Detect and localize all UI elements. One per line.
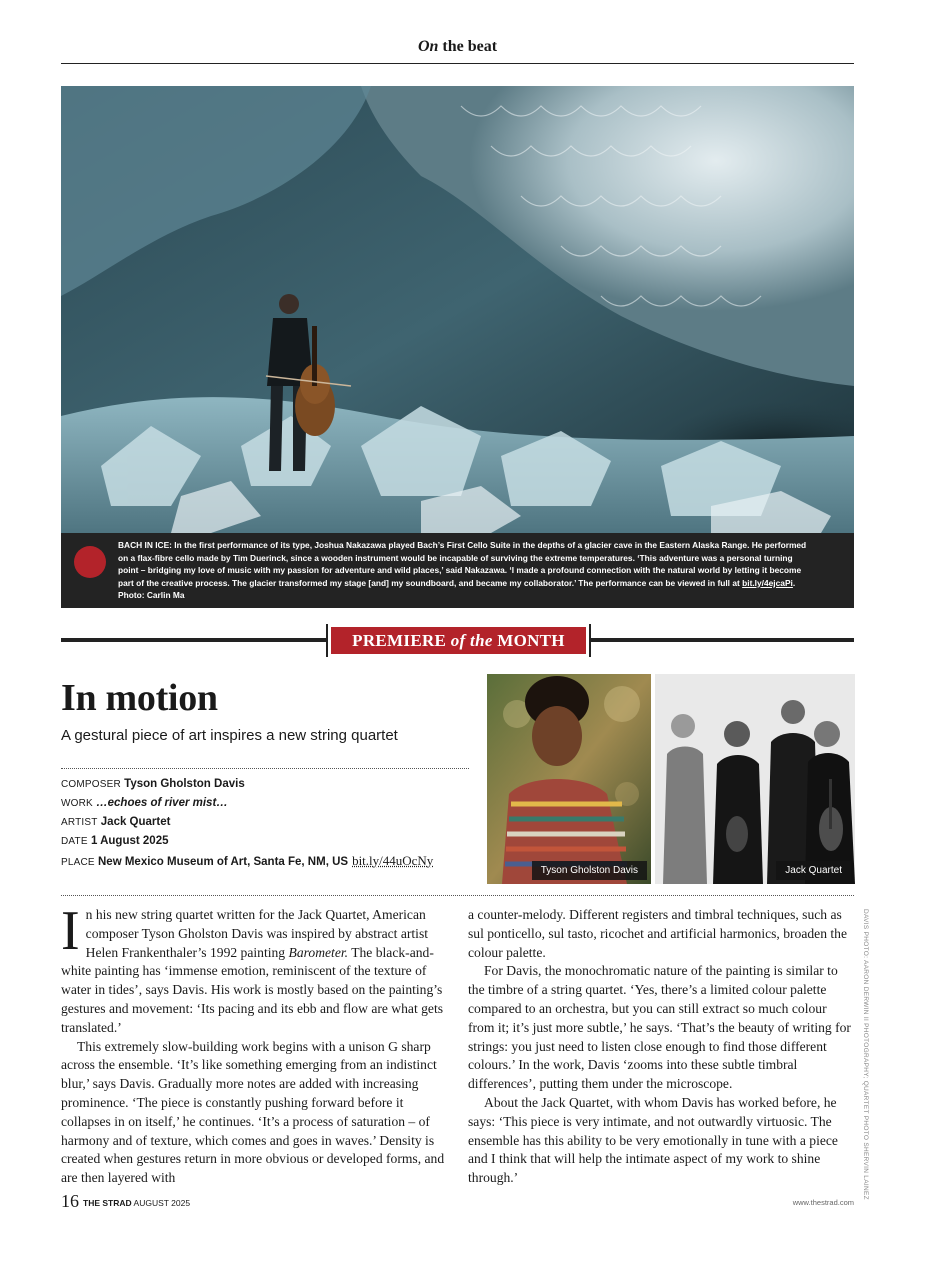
credits-block xyxy=(61,775,481,872)
magazine-name: THE STRAD xyxy=(83,1198,132,1208)
paragraph-text: The black-and-white painting has ‘immense emotion, reminiscent of the texture of water in tides’, says Davis. His work is mostly based on the painting’s gestures and movement: ‘Its pacing and its ebb and flow are what gets translated.’ xyxy=(61,944,444,1035)
running-head-rest: the beat xyxy=(438,38,498,55)
credit-label: PLACE xyxy=(61,857,95,868)
credit-label: WORK xyxy=(61,798,93,809)
body-paragraph: About the Jack Quartet, with whom Davis has worked before, he says: ‘This piece is very intimate, and not outwardly virtuosic. The ensemble has this ability to be very emotionally in tune with a piece and I think that will help the intimate aspect of my work to shine through.’ xyxy=(468,1094,838,1186)
running-head xyxy=(61,38,854,56)
issue-date: AUGUST 2025 xyxy=(131,1198,191,1208)
photo-caption xyxy=(118,539,808,602)
credit-place xyxy=(61,851,481,872)
photo-composer xyxy=(487,674,651,884)
photo-label-composer: Tyson Gholston Davis xyxy=(532,861,647,880)
caption-end: . Photo: Carlin Ma xyxy=(118,577,796,601)
body-column-left xyxy=(61,900,449,1188)
banner-rule-left xyxy=(61,638,326,642)
header-rule xyxy=(61,63,854,64)
painting-title: Barometer. xyxy=(288,944,349,960)
photo-credit-vertical xyxy=(857,909,869,1200)
drop-cap: I xyxy=(61,900,80,962)
running-head-prefix: On xyxy=(417,38,439,55)
banner-part-2: of the xyxy=(450,631,493,650)
page-number: 16 xyxy=(61,1191,79,1211)
body-paragraph: This extremely slow-building work begins with a unison G sharp across the ensemble. ‘It’s like something emerging from an indistinct blur,’ says Davis. Gradually more notes are added with increasing prominence. ‘The piece is constantly pushing forward before it collapses in on itself,’ he continues. ‘It’s a process of saturation – of harmony and of texture, which comes and goes in waves.’ Density is created when gestures return in more obvious or developed forms, and are then layered with xyxy=(61,1038,445,1186)
footer-magazine xyxy=(83,1198,190,1208)
banner-part-1: PREMIERE xyxy=(352,631,451,650)
body-divider xyxy=(61,895,854,896)
caption-body: BACH IN ICE: In the first performance of its type, Joshua Nakazawa played Bach’s First Cello Suite in the depths of a glacier cave in the Eastern Alaska Range. He performed on a flax-fibre cello made by Tim Duerinck, since a wooden instrument would be incapable of surviving the extreme temperatures. ‘This adventure was a personal turning point – bridging my love of music with my passion for adventure and wild places,’ said Nakazawa. ‘I made a profound connection with the natural world by letting it become part of the creative process. The glacier transformed my stage [and] my soundboard, and became my collaborator.’ The performance can be viewed in full at xyxy=(118,540,807,588)
hero-illustration xyxy=(61,86,854,533)
body-paragraph xyxy=(61,900,449,1038)
paragraph-text: n his new string quartet written for the Jack Quartet, American composer Tyson Gholston Davis was inspired by abstract artist Helen Frankenthaler’s 1992 painting xyxy=(85,907,429,960)
headline: In motion xyxy=(61,677,218,719)
credit-artist xyxy=(61,813,481,832)
photo-quartet xyxy=(655,674,855,884)
caption-bullet-dot xyxy=(74,546,106,578)
credit-value: …echoes of river mist… xyxy=(96,797,228,809)
place-link[interactable]: bit.ly/44uOcNy xyxy=(352,853,434,868)
premiere-banner xyxy=(331,627,586,654)
banner-part-3: MONTH xyxy=(492,631,565,650)
hero-photo-glacier-cave xyxy=(61,86,854,533)
footer-url[interactable]: www.thestrad.com xyxy=(792,1198,854,1207)
banner-rule-right xyxy=(591,638,854,642)
quartet-illustration xyxy=(655,674,855,884)
credit-value: 1 August 2025 xyxy=(90,835,169,847)
photo-credit-text: DAVIS PHOTO: AARON DERWIN II PHOTOGRAPHY; QUARTET PHOTO SHERVIN LAINEZ xyxy=(862,909,869,1200)
credit-value: New Mexico Museum of Art, Santa Fe, NM, US xyxy=(98,856,349,868)
credit-composer xyxy=(61,775,481,794)
caption-link[interactable]: bit.ly/4ejcaPi xyxy=(742,577,793,588)
credit-label: COMPOSER xyxy=(61,779,121,790)
standfirst: A gestural piece of art inspires a new string quartet xyxy=(61,727,398,744)
credit-label: ARTIST xyxy=(61,817,98,828)
body-column-right xyxy=(468,906,856,1188)
credits-divider xyxy=(61,768,469,769)
credit-date xyxy=(61,832,481,851)
body-paragraph: For Davis, the monochromatic nature of the painting is similar to the timbre of a string quartet. ‘Yes, there’s a limited colour palette compared to an orchestra, but you can still extract so much colour from it; it’s just more subtle,’ he says. ‘That’s the beauty of writing for strings: you just need to listen close enough to find those different colours.’ In the work, Davis ‘zooms into these subtle timbral differences’, putting them under the microscope. xyxy=(468,963,851,1092)
photo-label-quartet: Jack Quartet xyxy=(776,861,851,880)
credit-value: Tyson Gholston Davis xyxy=(124,778,245,790)
composer-illustration xyxy=(487,674,651,884)
credit-label: DATE xyxy=(61,836,88,847)
body-paragraph: a counter-melody. Different registers and timbral techniques, such as sul ponticello, sul tasto, ricochet and artificial harmonics, broaden the colour palette. xyxy=(468,907,847,960)
credit-work xyxy=(61,794,481,813)
credit-value: Jack Quartet xyxy=(100,816,171,828)
